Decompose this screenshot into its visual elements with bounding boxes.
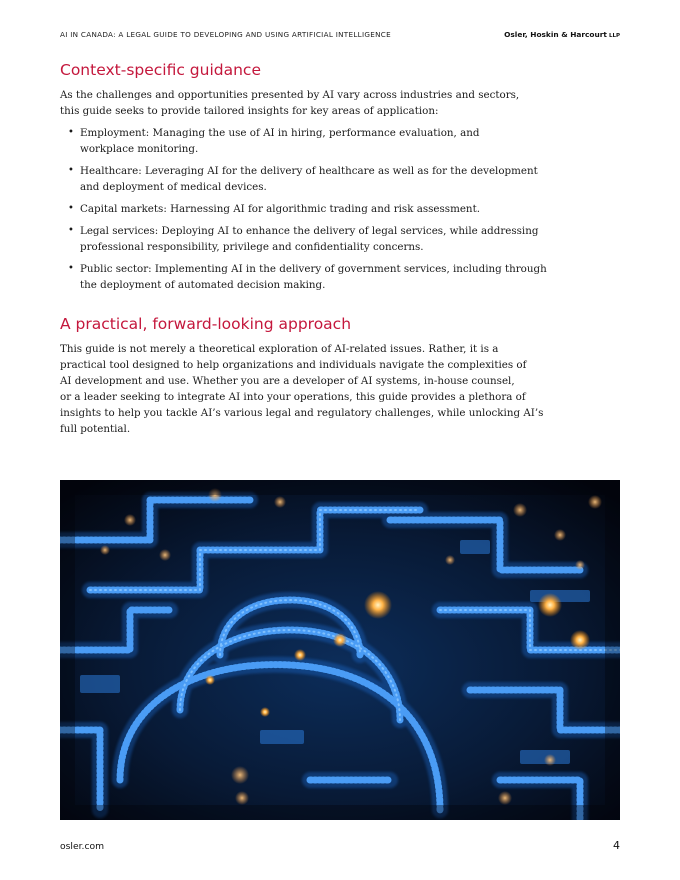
approach-line-5: insights to help you tackle AI’s various legal and regulatory challenges, while unlocking AI’s — [60, 407, 544, 419]
bullet-marker: • — [68, 127, 74, 138]
running-header — [60, 30, 620, 42]
bullet-marker: • — [68, 263, 74, 274]
approach-line-3: AI development and use. Whether you are a developer of AI systems, in-house counsel, — [60, 375, 515, 387]
bullet-marker: • — [68, 225, 74, 236]
approach-line-2: practical tool designed to help organizations and individuals navigate the complexities of — [60, 359, 527, 371]
bullet-legal-services-line-2: professional responsibility, privilege and confidentiality concerns. — [80, 241, 424, 253]
intro-line-1: As the challenges and opportunities presented by AI vary across industries and sectors, — [60, 89, 520, 101]
bullet-healthcare-line-1: Healthcare: Leveraging AI for the delivery of healthcare as well as for the development — [80, 165, 538, 177]
bullet-legal-services-line-1: Legal services: Deploying AI to enhance the delivery of legal services, while addressing — [80, 225, 539, 237]
running-title: AI IN CANADA: A LEGAL GUIDE TO DEVELOPING AND USING ARTIFICIAL INTELLIGENCE — [60, 30, 391, 39]
bullet-public-sector-line-2: the deployment of automated decision making. — [80, 279, 326, 291]
approach-line-6: full potential. — [60, 423, 131, 435]
bullet-marker: • — [68, 203, 74, 214]
circuit-maze-image — [60, 480, 620, 820]
bullet-employment-line-1: Employment: Managing the use of AI in hiring, performance evaluation, and — [80, 127, 480, 139]
bullet-public-sector-line-1: Public sector: Implementing AI in the delivery of government services, including through — [80, 263, 547, 275]
bullet-capital-markets-line-1: Capital markets: Harnessing AI for algorithmic trading and risk assessment. — [80, 203, 480, 215]
approach-line-4: or a leader seeking to integrate AI into your operations, this guide provides a plethora of — [60, 391, 526, 403]
footer-url[interactable]: osler.com — [60, 841, 105, 852]
bullet-healthcare-line-2: and deployment of medical devices. — [80, 181, 267, 193]
intro-line-2: this guide seeks to provide tailored insights for key areas of application: — [60, 105, 439, 117]
section-heading-context: Context-specific guidance — [60, 61, 261, 79]
approach-line-1: This guide is not merely a theoretical exploration of AI-related issues. Rather, it is a — [60, 343, 499, 355]
bullet-marker: • — [68, 165, 74, 176]
circuit-maze-illustration — [60, 480, 620, 820]
firm-name — [504, 30, 620, 39]
firm-name-text: Osler, Hoskin & Harcourt — [504, 30, 607, 39]
firm-suffix: LLP — [608, 33, 620, 39]
page-number: 4 — [613, 839, 620, 852]
section-heading-approach: A practical, forward-looking approach — [60, 315, 352, 333]
bullet-employment-line-2: workplace monitoring. — [80, 143, 199, 155]
